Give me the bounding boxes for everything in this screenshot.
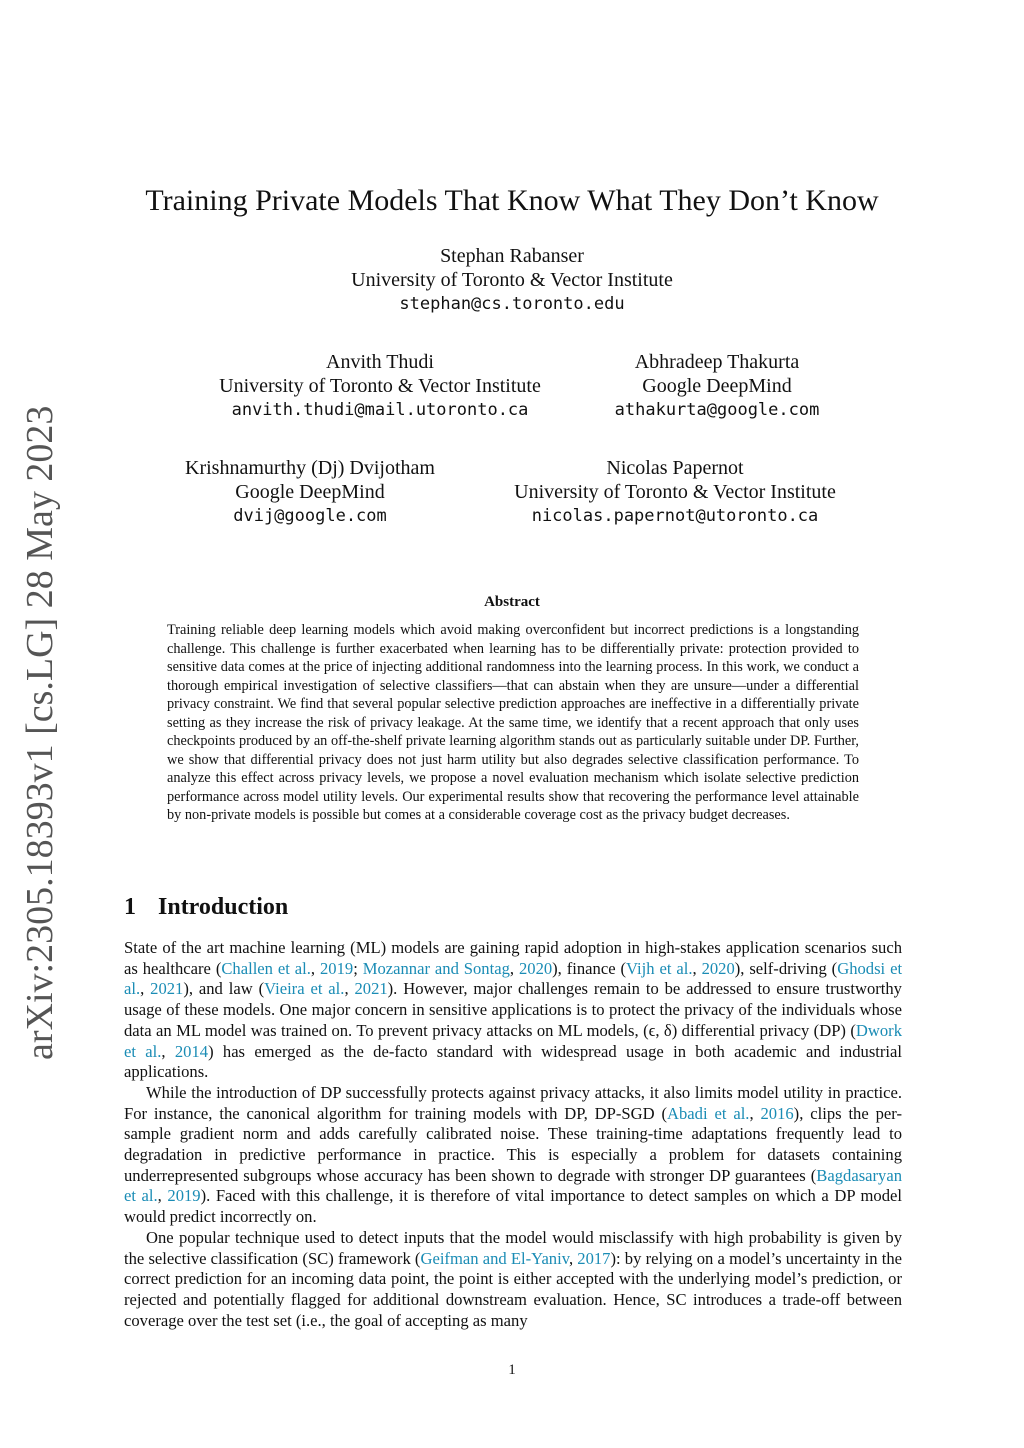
citation-link[interactable]: Mozannar and Sontag [362,958,510,978]
citation-link[interactable]: Vieira et al. [264,979,345,999]
text-run: , [310,958,320,978]
abstract-text: Training reliable deep learning models which avoid making overconfident but incorrect predictions is a longstanding challenge. This challenge is further exacerbated when learning has to be differentially private: protection provided to sensitive data comes at the price of injecting additional randomness into the learning process. In this work, we conduct a thorough empirical investigation of selective classifiers—that can abstain when they are unsure—under a differential privacy constraint. We find that several popular selective prediction approaches are ineffective in a differentially private setting as they increase the risk of privacy leakage. At the same time, we identify that a recent approach that only uses checkpoints produced by an off-the-shelf private learning algorithm stands out as particularly suitable under DP. Further, we show that differential privacy does not just harm utility but also degrades selective classification performance. To analyze this effect across privacy levels, we propose a novel evaluation mechanism which isolate selective prediction performance across model utility levels. Our experimental results show that recovering the performance level attainable by non-private models is possible but comes at a considerable coverage cost as the privacy budget decreases. [167,622,859,823]
text-run: ), and law ( [183,979,265,999]
text-run: , [509,958,519,978]
author-name: Anvith Thudi [326,351,434,373]
text-run: ). Faced with this challenge, it is therefore of vital importance to detect samples on which a DP model would predict incorrectly on. [124,1186,902,1227]
citation-link[interactable]: Abadi et al. [667,1103,750,1123]
author-name: Stephan Rabanser [440,245,584,267]
citation-link[interactable]: 2014 [174,1041,209,1061]
author-affiliation: Google DeepMind [642,375,792,397]
author-affiliation: University of Toronto & Vector Institute [514,481,836,503]
section-heading [124,894,288,921]
text-run: , [749,1103,761,1123]
text-run: ) has emerged as the de-facto standard with widespread usage in both academic and industrial applications. [124,1041,903,1082]
text-run: One popular technique used to detect inputs that the model would misclassify with high probability is given by the selective classification (SC) framework ( [124,1227,902,1268]
text-run: ), finance ( [552,958,627,978]
arxiv-identifier: arXiv:2305.18393v1 [cs.LG] 28 May 2023 [19,405,61,1060]
citation-link[interactable]: 2019 [320,958,354,978]
author-email[interactable]: athakurta@google.com [614,400,820,420]
text-run: ), self-driving ( [734,958,838,978]
author-block [312,244,712,316]
paper-title: Training Private Models That Know What They Don’t Know [145,184,879,217]
text-run: While the introduction of DP successfully protects against privacy attacks, it also limits model utility in practice. For instance, the canonical algorithm for training models with DP, DP-SGD ( [124,1082,902,1123]
citation-link[interactable]: Dwork et al. [124,1020,902,1061]
author-name: Nicolas Papernot [606,457,744,479]
section-title: Introduction [158,894,289,920]
abstract-heading: Abstract [484,594,540,610]
page-number: 1 [508,1362,516,1378]
text-run: ). However, major challenges remain to be addressed to ensure trustworthy usage of these models. One major concern in sensitive applications is to protect the privacy of the individuals whose data an ML model was trained on. To prevent privacy attacks on ML models, (ϵ, δ) differential privacy (DP) ( [124,979,902,1040]
author-name: Krishnamurthy (Dj) Dvijotham [185,457,435,479]
author-block [592,350,842,422]
citation-link[interactable]: 2021 [354,979,388,999]
section-number: 1 [124,894,136,920]
author-block [485,456,865,528]
author-email[interactable]: nicolas.papernot@utoronto.ca [531,506,819,526]
author-affiliation: University of Toronto & Vector Institute [351,269,673,291]
citation-link[interactable]: 2021 [150,979,184,999]
citation-link[interactable]: Challen et al. [221,958,311,978]
author-email[interactable]: dvij@google.com [233,506,387,526]
text-run: , [344,979,355,999]
author-email[interactable]: anvith.thudi@mail.utoronto.ca [231,400,529,420]
text-run: , [568,1248,578,1268]
text-run: ; [353,958,363,978]
author-affiliation: University of Toronto & Vector Institute [219,375,541,397]
citation-link[interactable]: 2020 [701,958,735,978]
citation-link[interactable]: 2017 [577,1248,611,1268]
author-block [160,456,460,528]
citation-link[interactable]: 2016 [760,1103,794,1123]
text-run: , [692,958,702,978]
author-name: Abhradeep Thakurta [634,351,800,373]
author-email[interactable]: stephan@cs.toronto.edu [399,294,625,314]
text-run: , [140,979,151,999]
citation-link[interactable]: Vijh et al. [626,958,693,978]
paragraph [124,1083,902,1228]
introduction-body [124,938,902,1331]
author-block [190,350,570,422]
paragraph [124,938,902,1083]
citation-link[interactable]: 2019 [167,1186,201,1206]
text-run: State of the art machine learning (ML) models are gaining rapid adoption in high-stakes application scenarios such as healthcare ( [124,938,902,978]
author-affiliation: Google DeepMind [235,481,385,503]
citation-link[interactable]: Geifman and El-Yaniv [420,1248,569,1268]
paragraph [124,1228,902,1332]
citation-link[interactable]: Bagdasaryan et al. [124,1165,902,1206]
text-run: , [157,1186,168,1206]
citation-link[interactable]: Ghodsi et al. [124,958,903,999]
text-run: , [161,1041,175,1061]
citation-link[interactable]: 2020 [518,958,553,978]
text-run: ): by relying on a model’s uncertainty in the correct prediction for an incoming data point, the point is either accepted with the underlying model’s prediction, or rejected and potentially flagged for additional downstream evaluation. Hence, SC introduces a trade-off between coverage over the test set (i.e., the goal of accepting as many [124,1248,902,1330]
text-run: ), clips the per-sample gradient norm and adds carefully calibrated noise. These training-time adaptations frequently lead to degradation in predictive performance in practice. This is especially a problem for datasets containing underrepresented subgroups whose accuracy has been shown to degrade with stronger DP guarantees ( [124,1103,902,1185]
